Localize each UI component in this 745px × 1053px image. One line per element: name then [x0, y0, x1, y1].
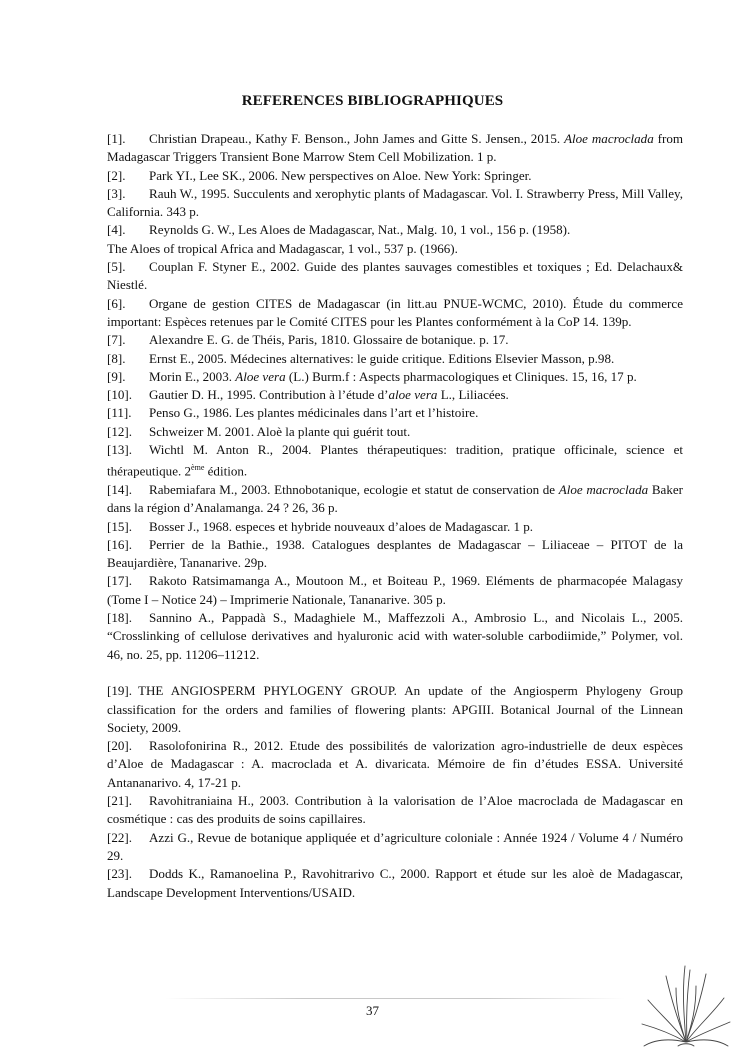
reference-entry — [107, 386, 683, 404]
reference-number: [10]. — [107, 387, 132, 403]
reference-entry — [107, 167, 683, 185]
reference-text: Perrier de la Bathie., 1938. Catalogues desplantes de Madagascar – Liliaceae – PITOT de la Beaujardière, Tananarive. 29p. — [107, 536, 683, 571]
reference-number: [23]. — [107, 866, 132, 882]
reference-continuation: The Aloes of tropical Africa and Madagascar, 1 vol., 537 p. (1966). — [107, 240, 458, 256]
reference-entry — [107, 258, 683, 295]
reference-text: Rauh W., 1995. Succulents and xerophytic plants of Madagascar. Vol. I. Strawberry Press, Mill Valley, California. 343 p. — [107, 185, 683, 220]
reference-entry — [107, 829, 683, 866]
reference-number: [15]. — [107, 518, 132, 534]
reference-entry — [107, 481, 683, 518]
reference-entry — [107, 682, 683, 737]
reference-number: [19]. — [107, 683, 132, 699]
reference-number: [1]. — [107, 131, 126, 146]
reference-entry — [107, 518, 683, 536]
reference-entry — [107, 536, 683, 573]
reference-text: Ernst E., 2005. Médecines alternatives: le guide critique. Editions Elsevier Masson, p.98. — [149, 350, 615, 366]
reference-entry — [107, 572, 683, 609]
reference-number: [18]. — [107, 610, 132, 626]
reference-number: [5]. — [107, 259, 126, 275]
reference-entry — [107, 737, 683, 792]
reference-text: Dodds K., Ramanoelina P., Ravohitrarivo C., 2000. Rapport et étude sur les aloè de Madagascar, Landscape Development Interventions/USAID. — [107, 866, 683, 900]
reference-number: [9]. — [107, 368, 126, 384]
aloe-plant-logo — [638, 962, 734, 1050]
reference-number: [6]. — [107, 295, 126, 311]
reference-text: Gautier D. H., 1995. Contribution à l’étude d’ — [149, 387, 389, 403]
reference-italic-text: Aloe macroclada — [564, 131, 654, 146]
reference-entry — [107, 404, 683, 422]
page-number: 37 — [366, 1003, 379, 1018]
reference-number: [2]. — [107, 167, 126, 183]
reference-text: Reynolds G. W., Les Aloes de Madagascar, Nat., Malg. 10, 1 vol., 156 p. (1958). — [149, 222, 571, 238]
reference-text: Park YI., Lee SK., 2006. New perspectives on Aloe. New York: Springer. — [149, 167, 532, 183]
reference-list — [107, 130, 683, 902]
reference-entry — [107, 609, 683, 664]
reference-text: ème — [191, 463, 205, 473]
reference-entry — [107, 792, 683, 829]
reference-entry — [107, 221, 683, 239]
reference-text: THE ANGIOSPERM PHYLOGENY GROUP. An update of the Angiosperm Phylogeny Group classification for the orders and families of flowering plants: APGIII. Botanical Journal of the Linnean Society, 2009. — [107, 683, 683, 735]
reference-text: Rasolofonirina R., 2012. Etude des possibilités de valorization agro-industrielle de deux espèces d’Aloe de Madagascar : A. macroclada et A. divaricata. Mémoire de fin d’études ESSA. Université Antananarivo. 4, 17-21 p. — [107, 738, 683, 790]
reference-number: [11]. — [107, 405, 132, 421]
reference-number: [20]. — [107, 738, 132, 754]
reference-text: Rakoto Ratsimamanga A., Moutoon M., et Boiteau P., 1969. Eléments de pharmacopée Malagasy (Tome I – Notice 24) – Imprimerie Nationale, Tananarive. 305 p. — [107, 573, 683, 607]
reference-number: [13]. — [107, 442, 132, 458]
page-title: REFERENCES BIBLIOGRAPHIQUES — [241, 93, 504, 109]
reference-text: (L.) Burm.f : Aspects pharmacologiques et Cliniques. 15, 16, 17 p. — [285, 368, 637, 384]
reference-text: Alexandre E. G. de Théis, Paris, 1810. Glossaire de botanique. p. 17. — [149, 332, 509, 348]
reference-number: [7]. — [107, 332, 126, 348]
reference-text: Ravohitraniaina H., 2003. Contribution à la valorisation de l’Aloe macroclada de Madagascar en cosmétique : cas des produits de soins capillaires. — [107, 793, 683, 827]
reference-text: Sannino A., Pappadà S., Madaghiele M., Maffezzoli A., Ambrosio L., and Nicolais L., 2005. “Crosslinking of cellulose derivatives and hyaluronic acid with water-soluble carbodiimide,” Polymer, vol. 46, no. 25, pp. 11206–11212. — [107, 610, 683, 662]
reference-text: Baker dans la région d’Analamanga. 24 ? 26, 36 p. — [107, 481, 683, 516]
reference-italic-text: Aloe vera — [235, 368, 286, 384]
reference-text: Organe de gestion CITES de Madagascar (in litt.au PNUE-WCMC, 2010). Étude du commerce important: Espèces retenues par le Comité CITES pour les Plantes conformément à la CoP 14. 139p. — [107, 295, 683, 329]
reference-text: Bosser J., 1968. especes et hybride nouveaux d’aloes de Madagascar. 1 p. — [149, 518, 534, 534]
reference-text: Rabemiafara M., 2003. Ethnobotanique, ecologie et statut de conservation de — [149, 481, 559, 497]
reference-number: [14]. — [107, 481, 132, 497]
reference-text: Morin E., 2003. — [149, 368, 236, 384]
reference-number: [8]. — [107, 350, 126, 366]
reference-italic-text: aloe vera — [388, 387, 438, 403]
reference-entry — [107, 130, 683, 167]
reference-number: [4]. — [107, 222, 126, 238]
reference-entry — [107, 350, 683, 368]
reference-entry — [107, 295, 683, 332]
reference-entry — [107, 185, 683, 222]
reference-text: Schweizer M. 2001. Aloè la plante qui guérit tout. — [149, 423, 411, 439]
reference-text: édition. — [204, 463, 248, 479]
reference-italic-text: Aloe macroclada — [558, 481, 649, 497]
reference-entry — [107, 368, 683, 386]
reference-number: [17]. — [107, 573, 132, 589]
reference-number: [16]. — [107, 536, 132, 552]
reference-text: Couplan F. Styner E., 2002. Guide des plantes sauvages comestibles et toxiques ; Ed. Delachaux& Niestlé. — [107, 259, 683, 293]
reference-number: [22]. — [107, 829, 132, 845]
reference-entry — [107, 423, 683, 441]
reference-text: from Madagascar Triggers Transient Bone Marrow Stem Cell Mobilization. 1 p. — [107, 131, 683, 165]
reference-number: [3]. — [107, 185, 126, 201]
reference-entry — [107, 441, 683, 481]
reference-number: [21]. — [107, 793, 132, 809]
reference-text: Azzi G., Revue de botanique appliquée et d’agriculture coloniale : Année 1924 / Volume 4 / Numéro 29. — [107, 829, 683, 863]
reference-entry — [107, 865, 683, 902]
footer-divider — [165, 998, 625, 999]
reference-number: [12]. — [107, 423, 132, 439]
reference-text: Wichtl M. Anton R., 2004. Plantes thérapeutiques: tradition, pratique officinale, science et thérapeutique. 2 — [107, 442, 683, 479]
reference-text: L., Liliacées. — [437, 387, 509, 403]
reference-entry — [107, 331, 683, 349]
reference-text: Penso G., 1986. Les plantes médicinales dans l’art et l’histoire. — [149, 405, 479, 421]
reference-text: Christian Drapeau., Kathy F. Benson., John James and Gitte S. Jensen., 2015. — [149, 131, 565, 146]
